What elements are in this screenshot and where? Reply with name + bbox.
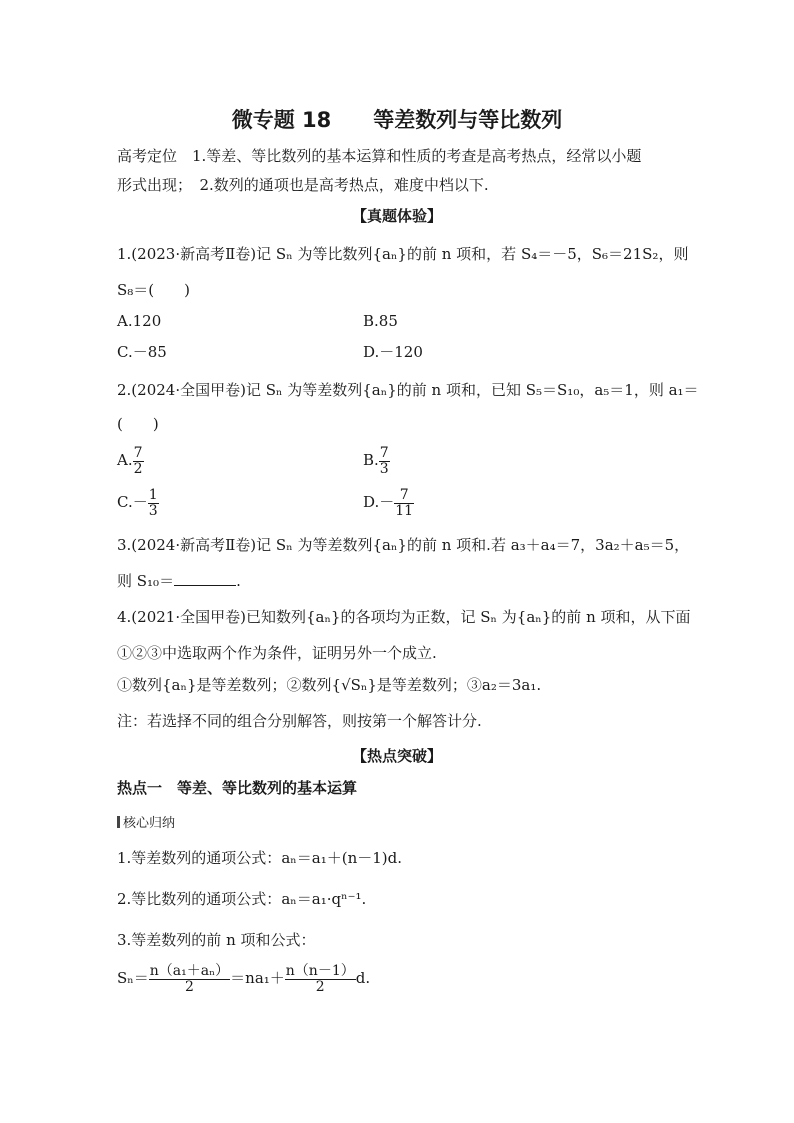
fraction: $\frac{1}{3}$ xyxy=(148,486,158,519)
formula-1: 1.等差数列的通项公式：aₙ＝a₁＋(n－1)d. xyxy=(117,849,402,867)
q2-option-d: D.－ $\frac{7}{11}$ xyxy=(363,486,414,519)
formula-2: 2.等比数列的通项公式：aₙ＝a₁·qⁿ⁻¹. xyxy=(117,890,367,908)
title-topic: 等差数列与等比数列 xyxy=(373,108,563,132)
q4-line-1: 4.(2021·全国甲卷)已知数列{aₙ}的各项均为正数，记 Sₙ 为{aₙ}的前 n 项和，从下面 xyxy=(117,608,691,626)
fraction: $\frac{7}{3}$ xyxy=(379,444,389,477)
intro-line-1: 高考定位 1.等差、等比数列的基本运算和性质的考查是高考热点，经常以小题 xyxy=(117,147,642,165)
page-title xyxy=(0,104,794,134)
q4-line-2: ①②③中选取两个作为条件，证明另外一个成立. xyxy=(117,644,437,662)
answer-blank xyxy=(174,571,236,586)
section-heading-hotspot: 【热点突破】 xyxy=(351,747,442,765)
intro-line-2: 形式出现； 2.数列的通项也是高考热点，难度中档以下. xyxy=(117,176,489,194)
q3-line-2: 则 S₁₀＝ . xyxy=(117,572,241,590)
q4-note: 注：若选择不同的组合分别解答，则按第一个解答计分. xyxy=(117,712,482,730)
q2-line-2: ( ) xyxy=(117,415,159,433)
fraction: $\frac{7}{2}$ xyxy=(133,444,143,477)
q2-option-a: A. $\frac{7}{2}$ xyxy=(117,444,143,477)
q1-line-2: S₈＝( ) xyxy=(117,281,190,299)
q1-line-1: 1.(2023·新高考Ⅱ卷)记 Sₙ 为等比数列{aₙ}的前 n 项和，若 S₄＝－5，S₆＝21S₂，则 xyxy=(117,245,689,263)
core-summary-label: 核心归纳 xyxy=(117,814,175,834)
formula-3-expression: Sₙ＝ $\frac{\text{n（a₁＋aₙ）}}{2}$ ＝na₁＋ $\frac{n(n-1)}{2}$ d. xyxy=(117,962,371,995)
q2-option-b: B. $\frac{7}{3}$ xyxy=(363,444,389,477)
section-marker-icon xyxy=(117,816,120,828)
q1-option-c: C.－85 xyxy=(117,343,167,361)
fraction: $\frac{n(n-1)}{2}$ xyxy=(285,962,355,995)
formula-3-label: 3.等差数列的前 n 项和公式： xyxy=(117,931,316,949)
q4-line-3: ①数列{aₙ}是等差数列；②数列{√Sₙ}是等差数列；③a₂＝3a₁. xyxy=(117,676,542,694)
q3-line-1: 3.(2024·新高考Ⅱ卷)记 Sₙ 为等差数列{aₙ}的前 n 项和.若 a₃＋a₄＝7，3a₂＋a₅＝5， xyxy=(117,536,690,554)
title-number: 微专题 18 xyxy=(231,108,332,132)
q1-option-d: D.－120 xyxy=(363,343,423,361)
fraction: $\frac{\text{n（a₁＋aₙ）}}{2}$ xyxy=(149,962,230,995)
hotspot-one-title: 热点一 等差、等比数列的基本运算 xyxy=(117,779,358,797)
fraction: $\frac{7}{11}$ xyxy=(395,486,414,519)
q2-option-c: C.－ $\frac{1}{3}$ xyxy=(117,486,158,519)
q1-option-b: B.85 xyxy=(363,312,398,330)
q1-option-a: A.120 xyxy=(117,312,162,330)
section-heading-exam: 【真题体验】 xyxy=(351,207,442,225)
q2-line-1: 2.(2024·全国甲卷)记 Sₙ 为等差数列{aₙ}的前 n 项和，已知 S₅＝S₁₀，a₅＝1，则 a₁＝ xyxy=(117,381,699,399)
